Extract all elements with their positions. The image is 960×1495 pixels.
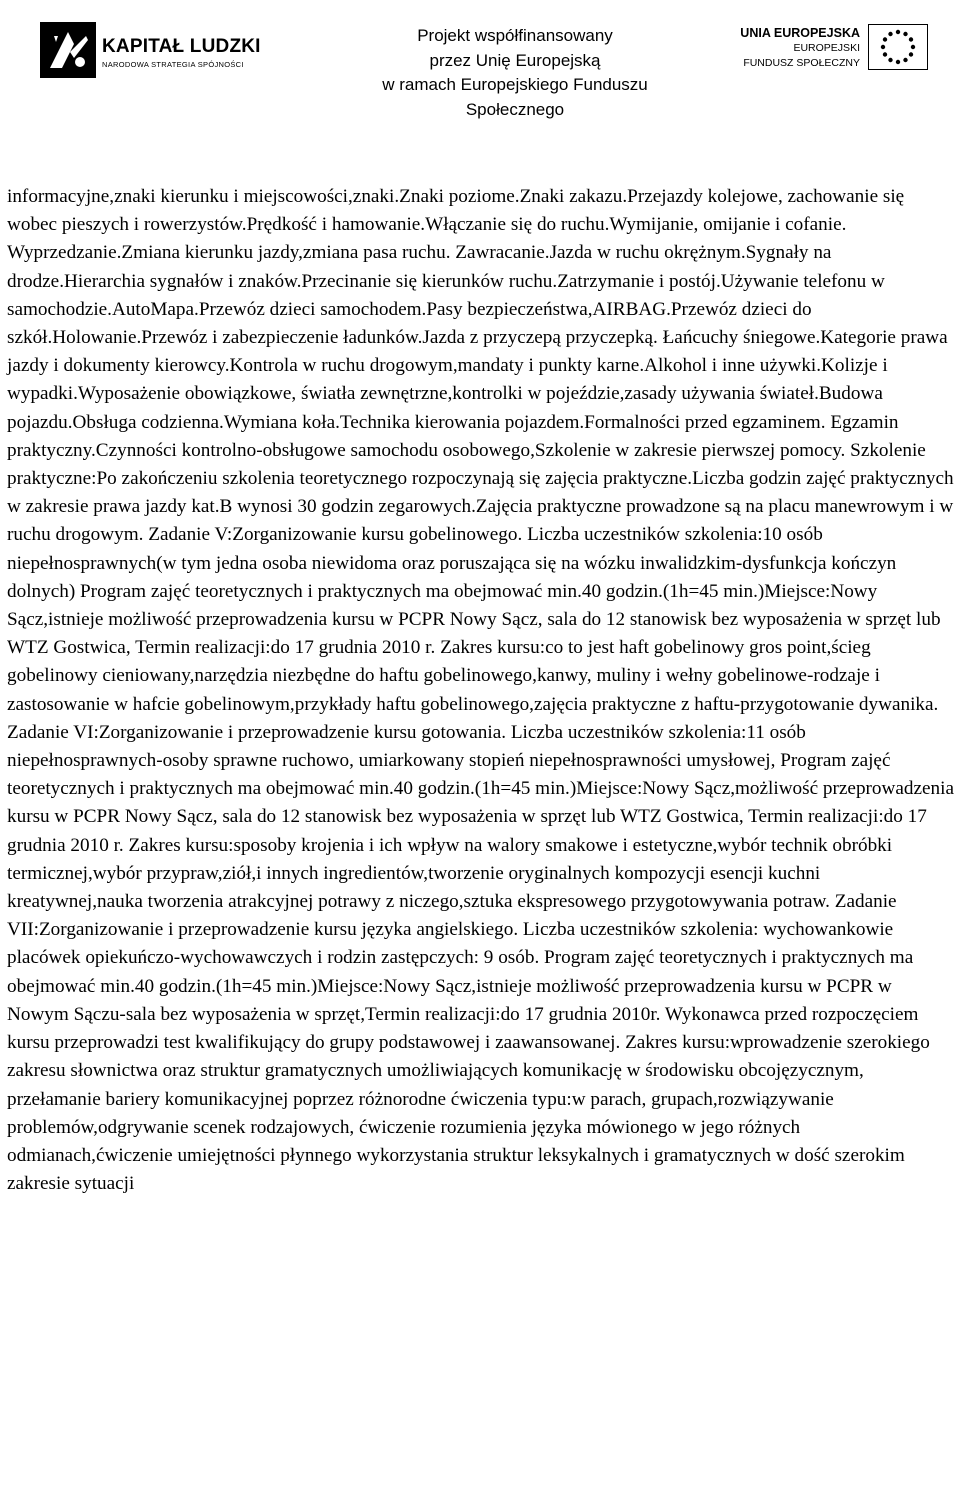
kapital-ludzki-subtitle: NARODOWA STRATEGIA SPÓJNOŚCI: [102, 60, 244, 69]
document-body: [7, 183, 955, 1198]
eu-logo-line-3: FUNDUSZ SPOŁECZNY: [743, 57, 860, 69]
kapital-ludzki-emblem-icon: [40, 22, 96, 78]
eu-logo-line-2: EUROPEJSKI: [793, 42, 860, 54]
cofinancing-line-2: przez Unię Europejską: [429, 50, 601, 70]
eu-flag-icon: [868, 24, 928, 70]
cofinancing-notice: [360, 24, 670, 122]
page-header: [0, 0, 960, 119]
kapital-ludzki-title: KAPITAŁ LUDZKI: [102, 36, 261, 57]
eu-logo-line-1: UNIA EUROPEJSKA: [740, 26, 860, 40]
eu-logo-text: [730, 26, 860, 71]
cofinancing-line-3: w ramach Europejskiego Funduszu Społecznego: [382, 75, 648, 119]
kapital-ludzki-logo: [40, 22, 261, 82]
eu-logo: [730, 24, 930, 94]
cofinancing-line-1: Projekt współfinansowany: [417, 26, 613, 45]
body-paragraph: informacyjne,znaki kierunku i miejscowości,znaki.Znaki poziome.Znaki zakazu.Przejazdy kolejowe, zachowanie się wobec pieszych i rowerzystów.Prędkość i hamowanie.Włączanie się do ruchu.Wymijanie, omijanie i cofanie. Wyprzedzanie.Zmiana kierunku jazdy,zmiana pasa ruchu. Zawracanie.Jazda w ruchu okrężnym.Sygnały na drodze.Hierarchia sygnałów i znaków.Przecinanie się kierunków ruchu.Zatrzymanie i postój.Używanie telefonu w samochodzie.AutoMapa.Przewóz dzieci samochodem.Pasy bezpieczeństwa,AIRBAG.Przewóz dzieci do szkół.Holowanie.Przewóz i zabezpieczenie ładunków.Jazda z przyczepą przyczepką. Łańcuchy śniegowe.Kategorie prawa jazdy i dokumenty kierowcy.Kontrola w ruchu drogowym,mandaty i punkty karne.Alkohol i inne używki.Kolizje i wypadki.Wyposażenie obowiązkowe, światła zewnętrzne,kontrolki w pojeździe,zasady używania świateł.Budowa pojazdu.Obsługa codzienna.Wymiana koła.Technika kierowania pojazdem.Formalności przed egzaminem. Egzamin praktyczny.Czynności kontrolno-obsługowe samochodu osobowego,Szkolenie w zakresie pierwszej pomocy. Szkolenie praktyczne:Po zakończeniu szkolenia teoretycznego rozpoczynają się zajęcia praktyczne.Liczba godzin zajęć praktycznych w zakresie prawa jazdy kat.B wynosi 30 godzin zegarowych.Zajęcia praktyczne prowadzone są na placu manewrowym i w ruchu drogowym. Zadanie V:Zorganizowanie kursu gobelinowego. Liczba uczestników szkolenia:10 osób niepełnosprawnych(w tym jedna osoba niewidoma oraz poruszająca się na wózku inwalidzkim-dysfunkcja kończyn dolnych) Program zajęć teoretycznych i praktycznych ma obejmować min.40 godzin.(1h=45 min.)Miejsce:Nowy Sącz,istnieje możliwość przeprowadzenia kursu w PCPR Nowy Sącz, sala do 12 stanowisk bez wyposażenia w sprzęt lub WTZ Gostwica, Termin realizacji:do 17 grudnia 2010 r. Zakres kursu:co to jest haft gobelinowy gros point,ścieg gobelinowy cieniowany,narzędzia niezbędne do haftu gobelinowego,kanwy, muliny i wełny gobelinowe-rodzaje i zastosowanie w hafcie gobelinowym,przykłady haftu gobelinowego,zajęcia praktyczne z haftu-przygotowanie dywanika. Zadanie VI:Zorganizowanie i przeprowadzenie kursu gotowania. Liczba uczestników szkolenia:11 osób niepełnosprawnych-osoby sprawne ruchowo, umiarkowany stopień niepełnosprawności umysłowej, Program zajęć teoretycznych i praktycznych ma obejmować min.40 godzin.(1h=45 min.)Miejsce:Nowy Sącz,możliwość przeprowadzenia kursu w PCPR Nowy Sącz, sala do 12 stanowisk bez wyposażenia w sprzęt lub WTZ Gostwica, Termin realizacji:do 17 grudnia 2010 r. Zakres kursu:sposoby krojenia i ich wpływ na walory smakowe i estetyczne,wybór technik obróbki termicznej,wybór przypraw,ziół,i innych ingredientów,tworzenie oryginalnych kompozycji esencji kuchni kreatywnej,nauka tworzenia atrakcyjnej potrawy z niczego,sztuka ekspresowego przygotowywania potraw. Zadanie VII:Zorganizowanie i przeprowadzenie kursu języka angielskiego. Liczba uczestników szkolenia: wychowankowie placówek opiekuńczo-wychowawczych i rodzin zastępczych: 9 osób. Program zajęć teoretycznych i praktycznych ma obejmować min.40 godzin.(1h=45 min.)Miejsce:Nowy Sącz,istnieje możliwość przeprowadzenia kursu w PCPR w Nowym Sączu-sala bez wyposażenia w sprzęt,Termin realizacji:do 17 grudnia 2010r. Wykonawca przed rozpoczęciem kursu przeprowadzi test kwalifikujący do grupy podstawowej i zaawansowanej. Zakres kursu:wprowadzenie szerokiego zakresu słownictwa oraz struktur gramatycznych umożliwiających komunikację w środowisku obcojęzycznym, przełamanie bariery komunikacyjnej poprzez różnorodne ćwiczenia typu:w parach, grupach,rozwiązywanie problemów,odgrywanie scenek rodzajowych, ćwiczenie rozumienia języka mówionego w jego różnych odmianach,ćwiczenie umiejętności płynnego wykorzystania struktur leksykalnych i gramatycznych w dość szerokim zakresie sytuacji: [7, 186, 954, 1195]
